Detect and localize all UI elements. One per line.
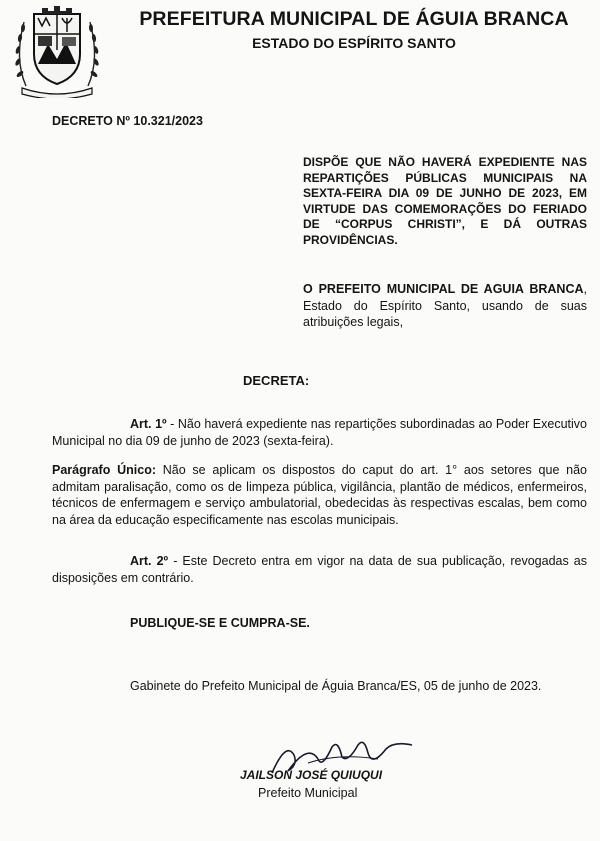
preamble-text: , Estado do Espírito Santo, usando de suas atribuições legais, <box>303 282 587 329</box>
header-title: PREFEITURA MUNICIPAL DE ÁGUIA BRANCA <box>139 8 569 30</box>
article-2 <box>52 553 587 586</box>
municipal-coat-of-arms-icon <box>8 4 106 98</box>
article-1-text: - Não haverá expediente nas repartições subordinadas ao Poder Executivo Municipal no dia 09 de junho de 2023 (sexta-feira). <box>52 417 587 448</box>
paragrafo-unico-text: Não se aplicam os dispostos do caput do art. 1° aos setores que não admitam paralisação, como os de limpeza pública, vigilância, plantão de médicos, enfermeiros, técnicos de enfermagem e serviço ambulatorial, obedecidas às respectivas escalas, bem como na área da educação especificamente nas escolas municipais. <box>52 463 587 527</box>
paragrafo-unico-label: Parágrafo Único: <box>52 463 156 477</box>
decree-ementa: DISPÕE QUE NÃO HAVERÁ EXPEDIENTE NAS REPARTIÇÕES PÚBLICAS MUNICIPAIS NA SEXTA-FEIRA DIA 09 DE JUNHO DE 2023, EM VIRTUDE DAS COMEMORAÇÕES DO FERIADO DE “CORPUS CHRISTI”, E DÁ OUTRAS PROVIDÊNCIAS. <box>303 155 587 247</box>
article-1-label: Art. 1º <box>130 417 167 431</box>
signer-name: JAILSON JOSÉ QUIUQUI <box>240 768 383 782</box>
decree-preamble <box>303 281 587 331</box>
article-2-label: Art. 2º <box>130 554 169 568</box>
article-1 <box>52 416 587 449</box>
closing-place-date: Gabinete do Prefeito Municipal de Águia Branca/ES, 05 de junho de 2023. <box>130 679 542 693</box>
signer-role: Prefeito Municipal <box>258 786 358 800</box>
publique-heading: PUBLIQUE-SE E CUMPRA-SE. <box>130 616 310 630</box>
paragrafo-unico <box>52 462 587 528</box>
decree-number: DECRETO Nº 10.321/2023 <box>52 114 203 128</box>
preamble-authority: O PREFEITO MUNICIPAL DE AGUIA BRANCA <box>303 282 584 296</box>
decreta-heading: DECRETA: <box>243 373 310 388</box>
article-2-text: - Este Decreto entra em vigor na data de sua publicação, revogadas as disposições em contrário. <box>52 554 587 585</box>
header-subtitle: ESTADO DO ESPÍRITO SANTO <box>252 35 456 51</box>
